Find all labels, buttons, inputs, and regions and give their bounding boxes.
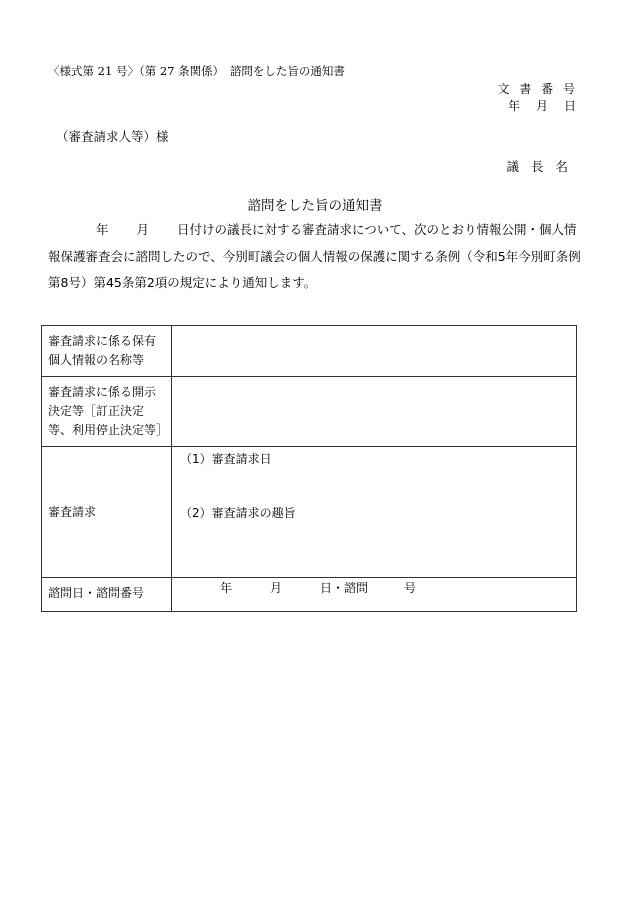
consultation-month: 月	[270, 581, 283, 595]
review-request-purpose: （2）審査請求の趣旨	[180, 506, 296, 520]
label-review-request: 審査請求	[42, 447, 172, 578]
chair-name: 議 長 名	[506, 159, 572, 174]
body-paragraph	[48, 217, 582, 297]
document-date: 年 月 日	[507, 99, 578, 113]
value-disclosure-decision	[172, 377, 577, 447]
consultation-number: 号	[404, 581, 417, 595]
review-request-date: （1）審査請求日	[180, 452, 272, 466]
document-title: 諮問をした旨の通知書	[247, 198, 383, 214]
label-disclosure-decision: 審査請求に係る開示決定等［訂正決定等、利用停止決定等］	[42, 377, 172, 447]
table-row-consultation	[42, 578, 577, 612]
value-personal-info-name	[172, 326, 577, 377]
info-table	[41, 325, 577, 612]
document-number: 文 書 番 号	[497, 82, 578, 96]
table-row-personal-info	[42, 326, 577, 377]
form-label: 〈様式第 21 号〉（第 27 条関係） 諮問をした旨の通知書	[48, 64, 345, 78]
body-text: 日付けの議長に対する審査請求について、次のとおり情報公開・個人情報保護審査会に諮問したので、今別町議会の個人情報の保護に関する条例（令和5年今別町条例第8号）第45条第2項の規定により通知します。	[48, 222, 581, 290]
consultation-day: 日・諮問	[320, 581, 369, 595]
value-consultation	[172, 578, 577, 612]
table-row-review-request	[42, 447, 577, 578]
body-month: 月	[136, 222, 150, 237]
consultation-year: 年	[220, 581, 233, 595]
label-consultation: 諮問日・諮問番号	[42, 578, 172, 612]
table-row-disclosure-decision	[42, 377, 577, 447]
label-personal-info-name: 審査請求に係る保有個人情報の名称等	[42, 326, 172, 377]
body-year: 年	[96, 222, 109, 237]
recipient: （審査請求人等）様	[56, 129, 169, 144]
value-review-request	[172, 447, 577, 578]
